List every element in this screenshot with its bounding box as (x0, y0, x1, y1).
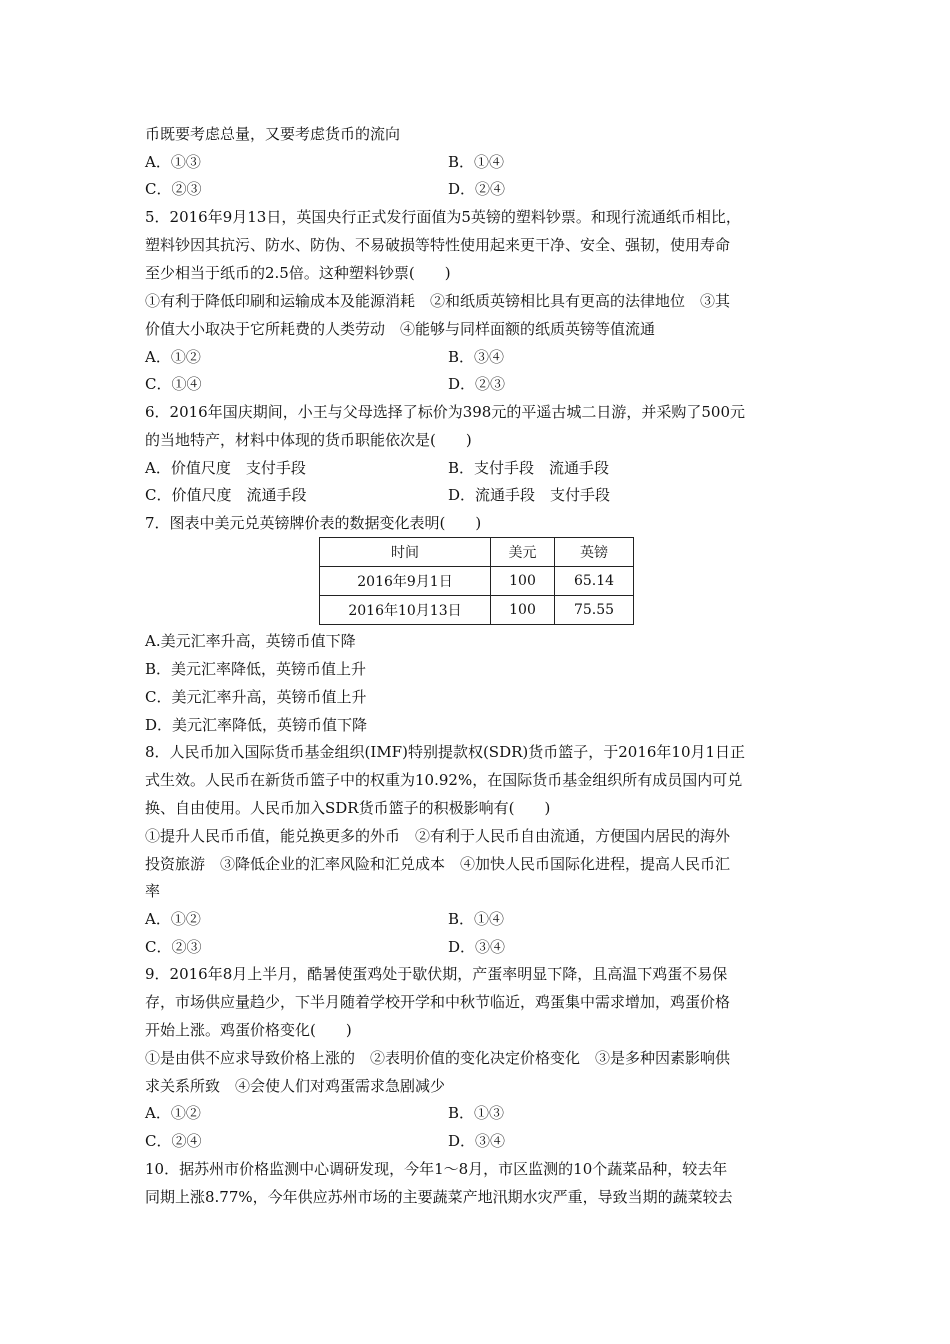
option-d: D．②④ (448, 180, 506, 198)
option-d: D．③④ (448, 938, 506, 956)
text-line: 同期上涨8.77%，今年供应苏州市场的主要蔬菜产地汛期水灾严重，导致当期的蔬菜较去 (145, 1188, 733, 1206)
table-header-cell: 英镑 (555, 538, 634, 567)
option-d: D．美元汇率降低，英镑币值下降 (145, 716, 368, 734)
text-line: 开始上涨。鸡蛋价格变化( ) (145, 1021, 352, 1039)
text-line: 至少相当于纸币的2.5倍。这种塑料钞票( ) (145, 264, 451, 282)
option-d: D．③④ (448, 1132, 506, 1150)
option-b: B．①④ (448, 910, 505, 928)
table-header-cell: 时间 (320, 538, 491, 567)
table-cell: 2016年9月1日 (320, 567, 491, 596)
statements: 率 (145, 882, 161, 900)
statements: ①有利于降低印刷和运输成本及能源消耗 ②和纸质英镑相比具有更高的法律地位 ③其 (145, 292, 731, 310)
option-c: C．价值尺度 流通手段 (145, 486, 307, 504)
statements: 投资旅游 ③降低企业的汇率风险和汇兑成本 ④加快人民币国际化进程，提高人民币汇 (145, 855, 731, 873)
question-7-stem: 7．图表中美元兑英镑牌价表的数据变化表明( ) (145, 514, 482, 532)
text-line: 币既要考虑总量，又要考虑货币的流向 (145, 125, 401, 143)
exchange-rate-table (319, 537, 634, 625)
question-5-stem: 5．2016年9月13日，英国央行正式发行面值为5英镑的塑料钞票。和现行流通纸币相比， (145, 208, 741, 226)
question-9-stem: 9．2016年8月上半月，酷暑使蛋鸡处于歇伏期，产蛋率明显下降，且高温下鸡蛋不易保 (145, 965, 728, 983)
table-row (320, 596, 634, 625)
question-6-stem: 6．2016年国庆期间，小王与父母选择了标价为398元的平遥古城二日游，并采购了500元 (145, 403, 745, 421)
option-d: D．②③ (448, 375, 506, 393)
option-a: A．价值尺度 支付手段 (145, 459, 306, 477)
option-a: A．①② (145, 1104, 201, 1122)
question-10-stem: 10．据苏州市价格监测中心调研发现，今年1～8月，市区监测的10个蔬菜品种，较去年 (145, 1160, 728, 1178)
question-8-stem: 8．人民币加入国际货币基金组织(IMF)特别提款权(SDR)货币篮子，于2016年10月1日正 (145, 743, 746, 761)
option-d: D．流通手段 支付手段 (448, 486, 611, 504)
table-cell: 100 (491, 567, 555, 596)
statements: ①提升人民币币值，能兑换更多的外币 ②有利于人民币自由流通，方便国内居民的海外 (145, 827, 731, 845)
option-a: A．①③ (145, 153, 201, 171)
table-row (320, 567, 634, 596)
statements: 价值大小取决于它所耗费的人类劳动 ④能够与同样面额的纸质英镑等值流通 (145, 320, 656, 338)
option-c: C．②③ (145, 938, 202, 956)
table-cell: 100 (491, 596, 555, 625)
option-c: C．美元汇率升高，英镑币值上升 (145, 688, 367, 706)
option-b: B．①④ (448, 153, 505, 171)
option-a: A．①② (145, 910, 201, 928)
option-b: B．支付手段 流通手段 (448, 459, 610, 477)
option-c: C．②③ (145, 180, 202, 198)
text-line: 塑料钞因其抗污、防水、防伪、不易破损等特性使用起来更干净、安全、强韧，使用寿命 (145, 236, 731, 254)
text-line: 存，市场供应量趋少，下半月随着学校开学和中秋节临近，鸡蛋集中需求增加，鸡蛋价格 (145, 993, 731, 1011)
option-b: B．③④ (448, 348, 505, 366)
option-a: A.美元汇率升高，英镑币值下降 (145, 632, 356, 650)
text-line: 换、自由使用。人民币加入SDR货币篮子的积极影响有( ) (145, 799, 551, 817)
text-line: 式生效。人民币在新货币篮子中的权重为10.92%，在国际货币基金组织所有成员国内可兑 (145, 771, 743, 789)
table-cell: 65.14 (555, 567, 634, 596)
option-a: A．①② (145, 348, 201, 366)
table-cell: 2016年10月13日 (320, 596, 491, 625)
statements: 求关系所致 ④会使人们对鸡蛋需求急剧减少 (145, 1077, 446, 1095)
option-c: C．①④ (145, 375, 202, 393)
option-c: C．②④ (145, 1132, 202, 1150)
option-b: B．美元汇率降低，英镑币值上升 (145, 660, 367, 678)
option-b: B．①③ (448, 1104, 505, 1122)
statements: ①是由供不应求导致价格上涨的 ②表明价值的变化决定价格变化 ③是多种因素影响供 (145, 1049, 731, 1067)
table-cell: 75.55 (555, 596, 634, 625)
table-header-row (320, 538, 634, 567)
table-header-cell: 美元 (491, 538, 555, 567)
text-line: 的当地特产，材料中体现的货币职能依次是( ) (145, 431, 472, 449)
